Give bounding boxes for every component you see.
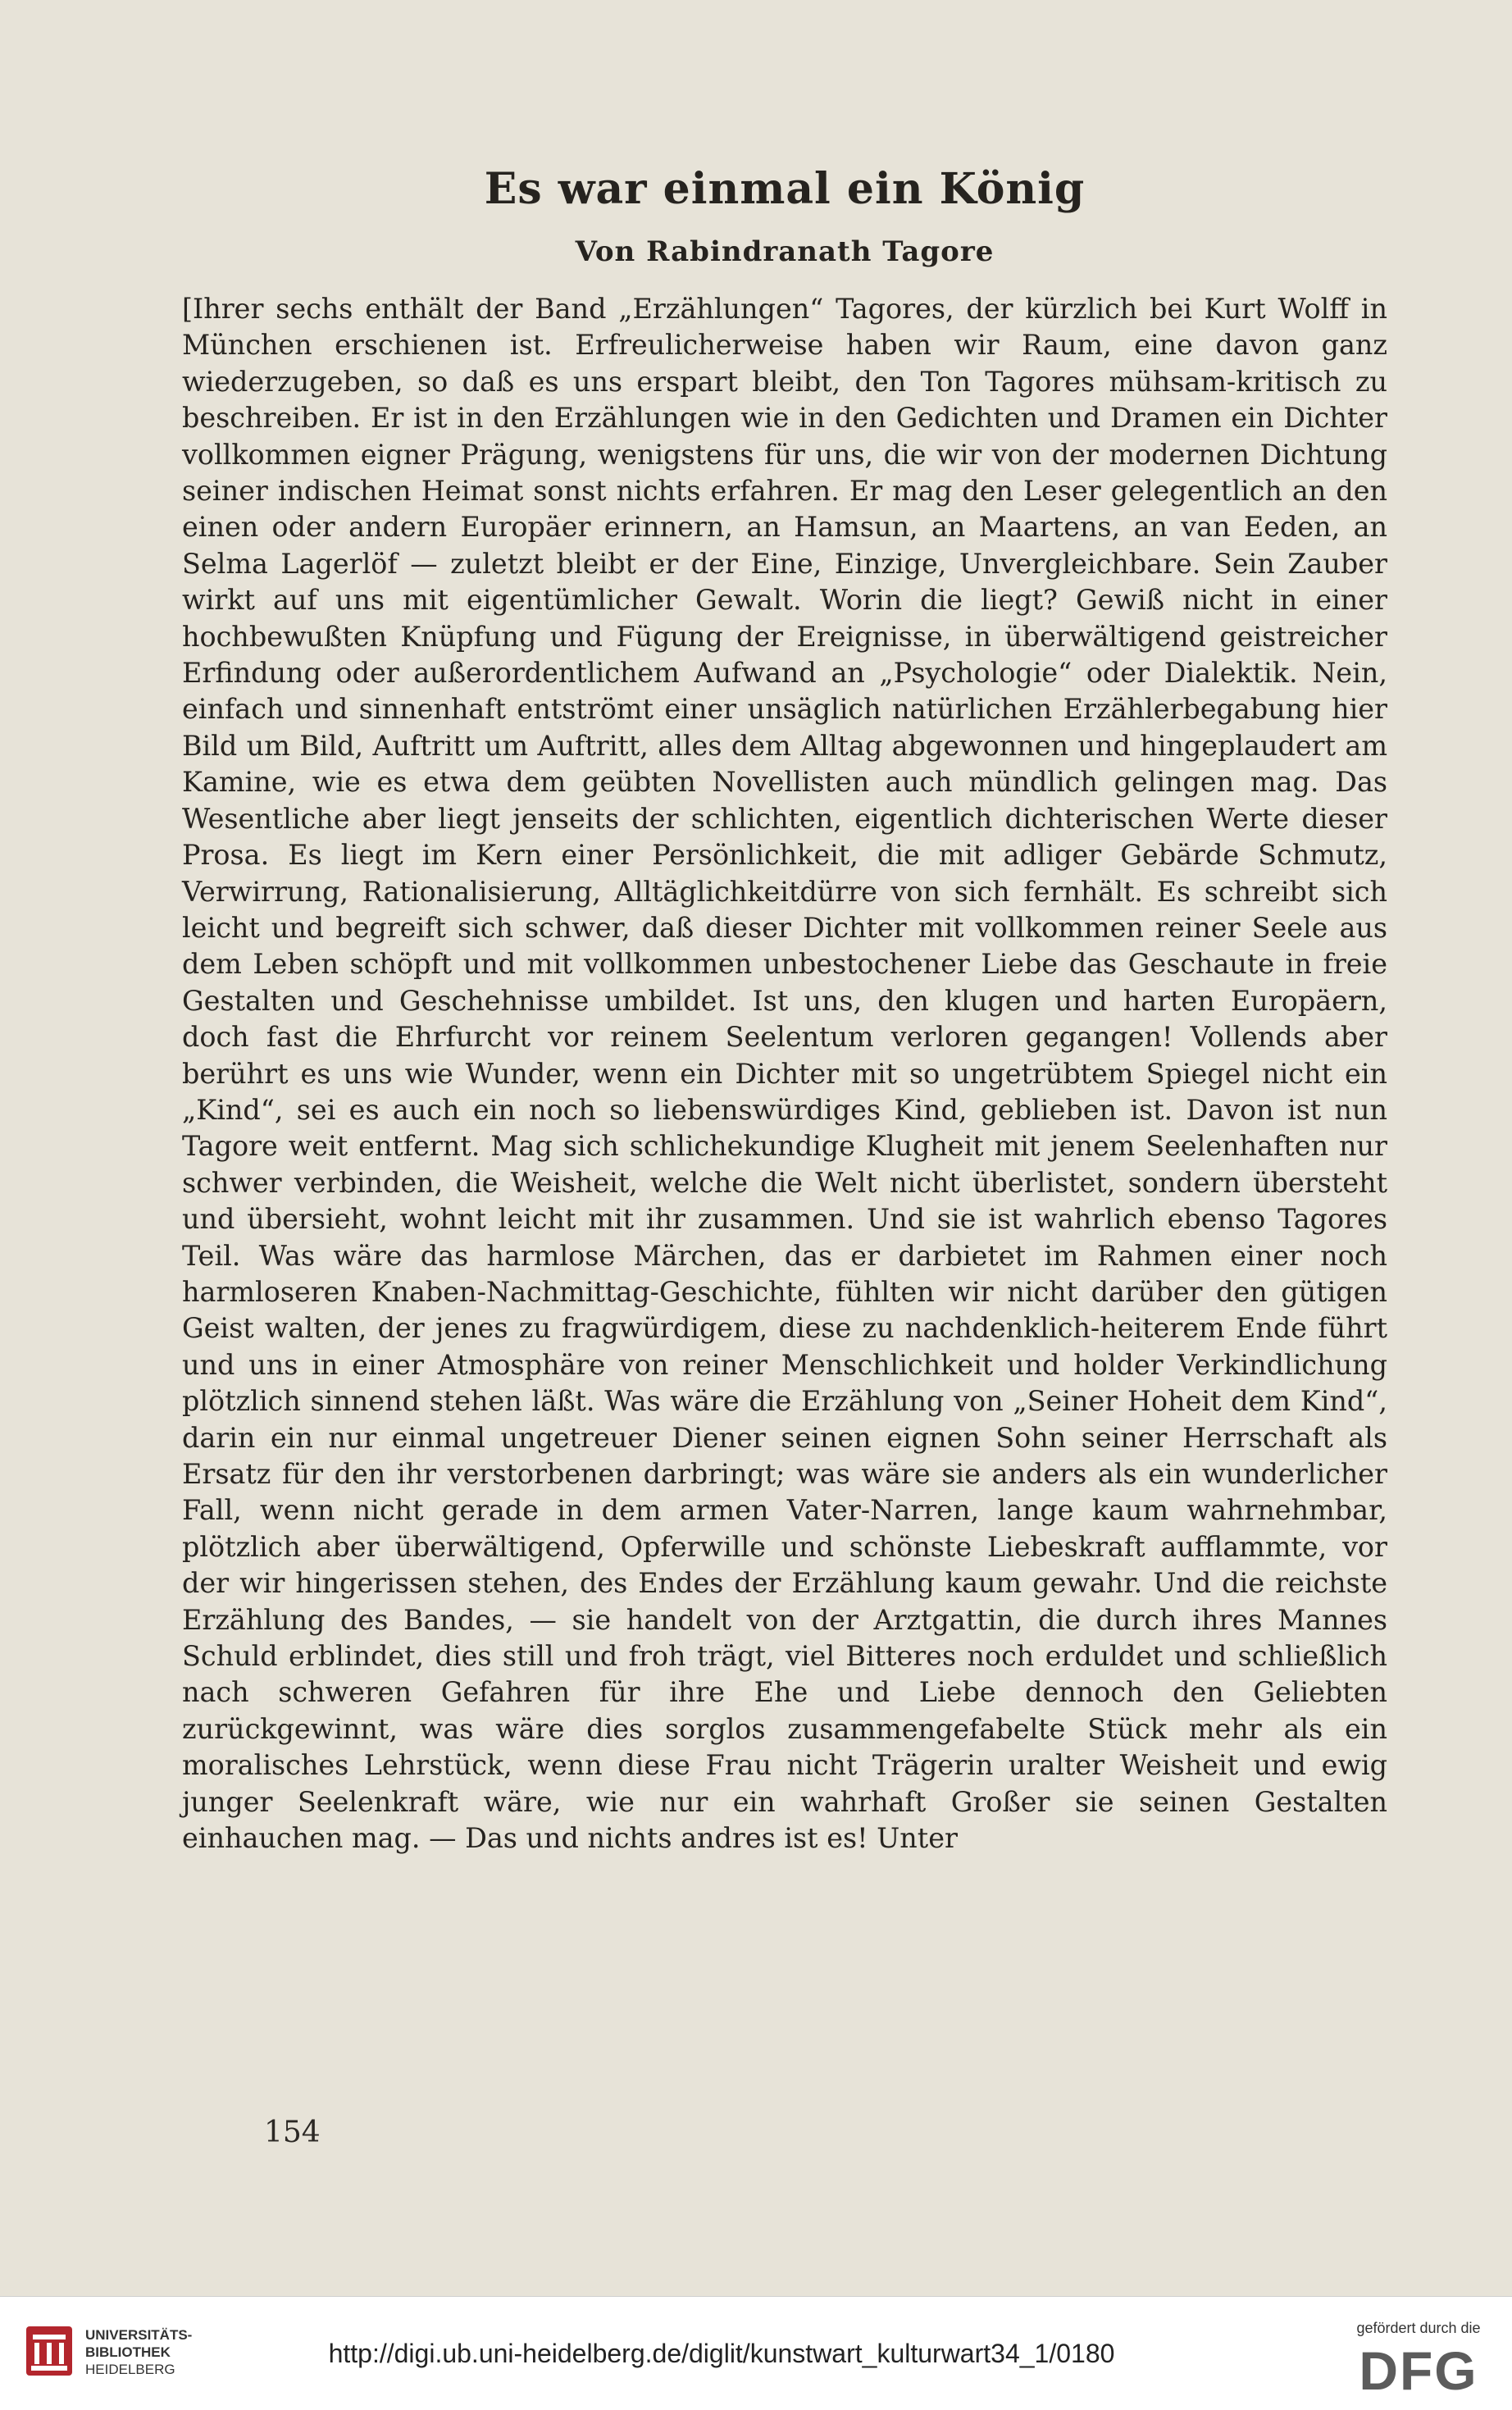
- article-title: Es war einmal ein König: [484, 164, 1086, 214]
- article-author: Von Rabindranath Tagore: [575, 235, 995, 268]
- institution-name: [85, 2326, 192, 2378]
- footer-bar: [0, 2296, 1512, 2410]
- dfg-logo: DFG: [1359, 2340, 1478, 2401]
- article-body: [Ihrer sechs enthält der Band „Erzählungen“ Tagores, der kürzlich bei Kurt Wolff in München erschienen ist. Erfreulicherweise haben wir Raum, eine davon ganz wiederzugeben, so daß es uns erspart bleibt, den Ton Tagores mühsam-kritisch zu beschreiben. Er ist in den Erzählungen wie in den Gedichten und Dramen ein Dichter vollkommen eigner Prägung, wenigstens für uns, die wir von der modernen Dichtung seiner indischen Heimat sonst nichts erfahren. Er mag den Leser gelegentlich an den einen oder andern Europäer erinnern, an Hamsun, an Maartens, an van Eeden, an Selma Lagerlöf — zuletzt bleibt er der Eine, Einzige, Unvergleichbare. Sein Zauber wirkt auf uns mit eigentümlicher Gewalt. Worin die liegt? Gewiß nicht in einer hochbewußten Knüpfung und Fügung der Ereignisse, in überwältigend geistreicher Erfindung oder außerordentlichem Aufwand an „Psychologie“ oder Dialektik. Nein, einfach und sinnenhaft entströmt einer unsäglich natürlichen Erzählerbegabung hier Bild um Bild, Auftritt um Auftritt, alles dem Alltag abgewonnen und hingeplaudert am Kamine, wie es etwa dem geübten Novellisten auch mündlich gelingen mag. Das Wesentliche aber liegt jenseits der schlichten, eigentlich dichterischen Werte dieser Prosa. Es liegt im Kern einer Persönlichkeit, die mit adliger Gebärde Schmutz, Verwirrung, Rationalisierung, Alltäglichkeitdürre von sich fernhält. Es schreibt sich leicht und begreift sich schwer, daß dieser Dichter mit vollkommen reiner Seele aus dem Leben schöpft und mit vollkommen unbestochener Liebe das Geschaute in freie Gestalten und Geschehnisse umbildet. Ist uns, den klugen und harten Europäern, doch fast die Ehrfurcht vor reinem Seelentum verloren gegangen! Vollends aber berührt es uns wie Wunder, wenn ein Dichter mit so ungetrübtem Spiegel nicht ein „Kind“, sei es auch ein noch so liebenswürdiges Kind, geblieben ist. Davon ist nun Tagore weit entfernt. Mag sich schlichekundige Klugheit mit jenem Seelenhaften nur schwer verbinden, die Weisheit, welche die Welt nicht überlistet, sondern übersteht und übersieht, wohnt leicht mit ihr zusammen. Und sie ist wahrlich ebenso Tagores Teil. Was wäre das harmlose Märchen, das er darbietet im Rahmen einer noch harmloseren Knaben-Nachmittag-Geschichte, fühlten wir nicht darüber den gütigen Geist walten, der jenes zu fragwürdigem, diese zu nachdenklich-heiterem Ende führt und uns in einer Atmosphäre von reiner Menschlichkeit und holder Verkindlichung plötzlich sinnend stehen läßt. Was wäre die Erzählung von „Seiner Hoheit dem Kind“, darin ein nur einmal ungetreuer Diener seinen eignen Sohn seiner Herrschaft als Ersatz für den ihr verstorbenen darbringt; was wäre sie anders als ein wunderlicher Fall, wenn nicht gerade in dem armen Vater-Narren, lange kaum wahrnehmbar, plötzlich aber überwältigend, Opferwille und schönste Liebeskraft aufflammte, vor der wir hingerissen stehen, des Endes der Erzählung kaum gewahr. Und die reichste Erzählung des Bandes, — sie handelt von der Arztgattin, die durch ihres Mannes Schuld erblindet, dies still und froh trägt, viel Bitteres noch erduldet und schließlich nach schweren Gefahren für ihre Ehe und Liebe dennoch den Geliebten zurückgewinnt, was wäre dies sorglos zusammengefabelte Stück mehr als ein moralisches Lehrstück, wenn diese Frau nicht Trägerin uralter Weisheit und ewig junger Seelenkraft wäre, wie nur ein wahrhaft Großer sie seinen Gestalten einhauchen mag. — Das und nichts andres ist es! Unter: [182, 293, 1387, 1855]
- document-url[interactable]: http://digi.ub.uni-heidelberg.de/diglit/kunstwart_kulturwart34_1/0180: [328, 2339, 1115, 2368]
- page-number: 154: [264, 2116, 321, 2149]
- institution-line: UNIVERSITÄTS-: [85, 2327, 193, 2343]
- funding-note: gefördert durch die: [1356, 2320, 1481, 2336]
- university-seal-icon: [25, 2325, 74, 2377]
- institution-line: HEIDELBERG: [85, 2362, 175, 2377]
- institution-line: BIBLIOTHEK: [85, 2344, 171, 2360]
- article: [182, 164, 1387, 1856]
